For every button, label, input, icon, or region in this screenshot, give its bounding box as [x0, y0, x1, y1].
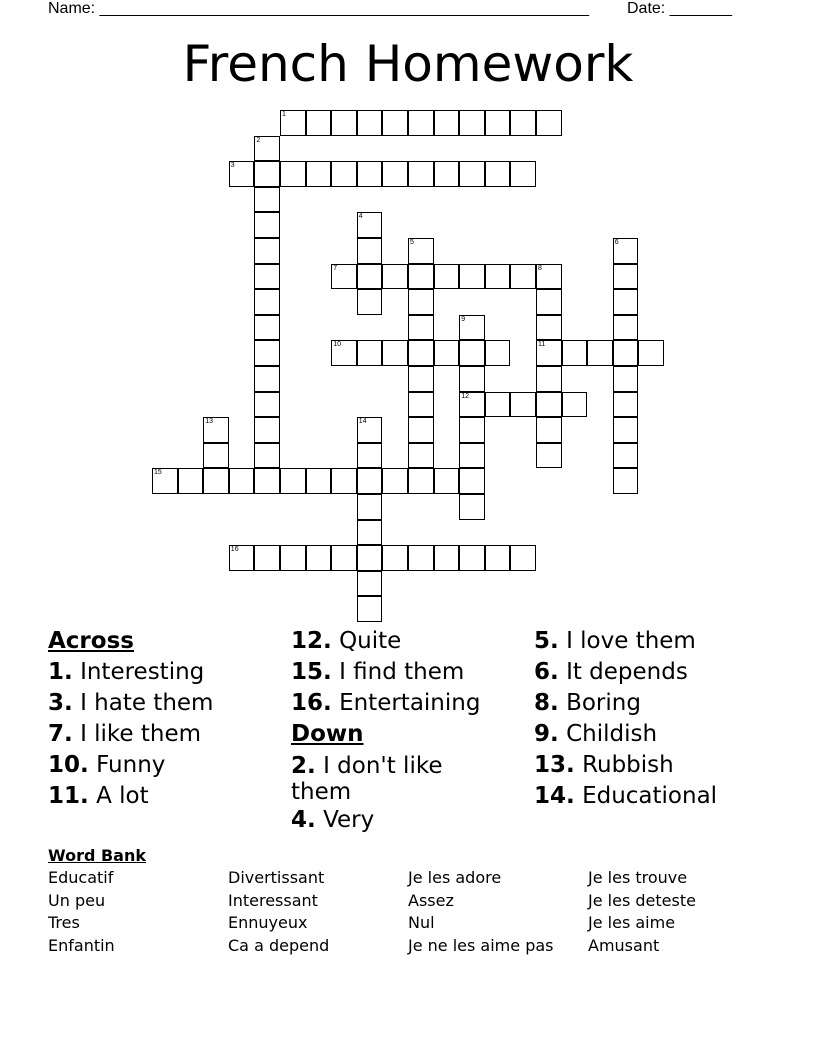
crossword-cell[interactable]	[357, 468, 383, 494]
crossword-cell[interactable]	[485, 545, 511, 571]
cell-number: 14	[358, 418, 367, 426]
crossword-cell[interactable]	[357, 264, 383, 290]
clue-number: 15.	[291, 659, 332, 685]
crossword-cell[interactable]	[434, 161, 460, 187]
clue-text: A lot	[96, 783, 149, 809]
cell-number: 13	[205, 418, 213, 426]
word-bank-item: Ca a depend	[228, 935, 330, 955]
clue-text: It depends	[566, 659, 688, 685]
word-bank-item: Je ne les aime pas	[408, 935, 554, 955]
clue-text: Educational	[582, 783, 718, 809]
crossword-cell[interactable]	[485, 110, 511, 136]
crossword-cell[interactable]	[536, 366, 562, 392]
crossword-cell[interactable]	[357, 545, 383, 571]
word-bank-title: Word Bank	[48, 846, 147, 865]
clue-item	[291, 626, 491, 657]
crossword-cell[interactable]	[382, 110, 408, 136]
crossword-cell[interactable]	[254, 366, 280, 392]
crossword-cell[interactable]	[280, 545, 306, 571]
clue-text: I hate them	[80, 690, 214, 716]
crossword-cell[interactable]	[280, 110, 306, 136]
cell-number: 1	[282, 111, 286, 118]
crossword-cell[interactable]	[434, 110, 460, 136]
crossword-cell[interactable]	[536, 289, 562, 315]
crossword-cell[interactable]	[280, 161, 306, 187]
clue-number: 14.	[534, 783, 575, 809]
clue-item	[534, 750, 774, 781]
clue-item	[291, 688, 491, 719]
crossword-cell[interactable]	[536, 264, 562, 290]
cell-number: 3	[230, 162, 235, 170]
crossword-cell[interactable]	[254, 545, 280, 571]
cell-number: 10	[333, 341, 341, 349]
crossword-cell[interactable]	[382, 264, 408, 290]
crossword-cell[interactable]	[306, 110, 332, 136]
crossword-cell[interactable]	[485, 340, 511, 366]
crossword-cell[interactable]	[459, 264, 485, 290]
crossword-cell[interactable]	[536, 417, 562, 443]
crossword-cell[interactable]	[434, 264, 460, 290]
crossword-cell[interactable]	[434, 340, 460, 366]
clue-text: Rubbish	[582, 752, 674, 778]
crossword-cell[interactable]	[357, 443, 383, 469]
crossword-cell[interactable]	[331, 110, 357, 136]
crossword-cell[interactable]	[254, 289, 280, 315]
crossword-cell[interactable]	[408, 417, 434, 443]
crossword-cell[interactable]	[408, 289, 434, 315]
crossword-cell[interactable]	[536, 443, 562, 469]
clue-text: I like them	[80, 721, 202, 747]
clue-item	[48, 750, 278, 781]
crossword-cell[interactable]	[510, 545, 536, 571]
clue-number: 10.	[48, 752, 89, 778]
clue-text: I find them	[339, 659, 465, 685]
crossword-cell[interactable]	[357, 417, 383, 443]
crossword-cell[interactable]	[459, 545, 485, 571]
clue-text: Boring	[566, 690, 641, 716]
word-bank-item: Tres	[48, 913, 80, 932]
crossword-cell[interactable]	[357, 494, 383, 520]
crossword-cell[interactable]	[203, 468, 229, 494]
cell-number: 5	[410, 239, 414, 246]
crossword-cell[interactable]	[254, 468, 280, 494]
clue-text: Interesting	[80, 659, 205, 685]
word-bank-column-1	[48, 867, 115, 957]
crossword-cell[interactable]	[613, 392, 639, 418]
crossword-cell[interactable]	[434, 468, 460, 494]
crossword-cell[interactable]	[613, 417, 639, 443]
clue-number: 8.	[534, 690, 559, 716]
crossword-cell[interactable]	[562, 392, 588, 418]
clues-column-3	[534, 626, 774, 812]
word-bank-item: Educatif	[48, 868, 114, 887]
clue-number: 4.	[291, 807, 316, 833]
word-bank-item: Je les trouve	[588, 868, 688, 887]
cell-number: 2	[256, 136, 261, 144]
crossword-cell[interactable]	[357, 571, 383, 597]
crossword-cell[interactable]	[536, 392, 562, 418]
crossword-cell[interactable]	[357, 161, 383, 187]
clue-item	[48, 657, 278, 688]
clue-text: I don't like them	[291, 753, 443, 805]
clue-item	[534, 657, 774, 688]
crossword-cell[interactable]	[613, 366, 639, 392]
crossword-cell[interactable]	[562, 340, 588, 366]
crossword-cell[interactable]	[536, 110, 562, 136]
crossword-cell[interactable]	[254, 417, 280, 443]
word-bank-item: Nul	[408, 913, 435, 932]
crossword-cell[interactable]	[485, 392, 511, 418]
cell-number: 9	[461, 315, 466, 323]
clue-item	[534, 719, 774, 750]
clue-item	[48, 719, 278, 750]
crossword-cell[interactable]	[408, 443, 434, 469]
clue-item	[534, 626, 774, 657]
crossword-cell[interactable]	[408, 161, 434, 187]
cell-number: 16	[230, 546, 239, 554]
crossword-cell[interactable]	[459, 443, 485, 469]
crossword-cell[interactable]	[357, 596, 383, 622]
clues-column-1	[48, 626, 278, 812]
crossword-cell[interactable]	[254, 264, 280, 290]
clue-text: I love them	[566, 628, 696, 654]
crossword-cell[interactable]	[587, 340, 613, 366]
word-bank-item: Je les adore	[408, 868, 502, 887]
crossword-cell[interactable]	[485, 161, 511, 187]
crossword-cell[interactable]	[178, 468, 204, 494]
page-title: French Homework	[182, 35, 634, 93]
crossword-cell[interactable]	[382, 340, 408, 366]
crossword-cell[interactable]	[485, 264, 511, 290]
crossword-cell[interactable]	[254, 136, 280, 162]
crossword-cell[interactable]	[459, 161, 485, 187]
crossword-cell[interactable]	[357, 520, 383, 546]
clue-text: Entertaining	[339, 690, 481, 716]
clue-number: 9.	[534, 721, 559, 747]
crossword-cell[interactable]	[357, 289, 383, 315]
header	[48, 0, 748, 20]
clue-text: Very	[323, 807, 375, 833]
cell-number: 12	[461, 392, 469, 400]
word-bank-column-2	[228, 867, 329, 957]
crossword-cell[interactable]	[459, 468, 485, 494]
clue-item	[534, 781, 774, 812]
crossword-cell[interactable]	[459, 315, 485, 341]
crossword-cell[interactable]	[382, 161, 408, 187]
crossword-cell[interactable]	[229, 161, 255, 187]
cell-number: 7	[333, 264, 338, 272]
date-field-label[interactable]: Date: _______	[627, 0, 732, 17]
crossword-cell[interactable]	[510, 161, 536, 187]
crossword-cell[interactable]	[357, 238, 383, 264]
crossword-cell[interactable]	[408, 264, 434, 290]
crossword-cell[interactable]	[434, 545, 460, 571]
clue-number: 16.	[291, 690, 332, 716]
crossword-cell[interactable]	[510, 264, 536, 290]
crossword-cell[interactable]	[382, 545, 408, 571]
word-bank-item: Assez	[408, 890, 454, 910]
cell-number: 11	[538, 341, 546, 349]
word-bank-item: Un peu	[48, 890, 106, 910]
crossword-cell[interactable]	[331, 340, 357, 366]
crossword-cell[interactable]	[229, 468, 255, 494]
crossword-cell[interactable]	[510, 392, 536, 418]
clue-number: 12.	[291, 628, 332, 654]
crossword-cell[interactable]	[408, 468, 434, 494]
crossword-cell[interactable]	[357, 212, 383, 238]
crossword-cell[interactable]	[459, 110, 485, 136]
clue-number: 11.	[48, 783, 89, 809]
crossword-cell[interactable]	[254, 161, 280, 187]
name-field-label[interactable]: Name: _______________________________________________________	[48, 0, 589, 17]
clues-column-2	[291, 626, 491, 836]
crossword-cell[interactable]	[459, 340, 485, 366]
clue-number: 1.	[48, 659, 73, 685]
crossword-cell[interactable]	[203, 417, 229, 443]
word-bank-item: Je les deteste	[588, 890, 696, 910]
crossword-cell[interactable]	[254, 340, 280, 366]
word-bank-column-4	[588, 867, 696, 957]
clue-item	[291, 750, 491, 805]
clue-item	[48, 781, 278, 812]
crossword-cell[interactable]	[254, 238, 280, 264]
crossword-cell[interactable]	[613, 264, 639, 290]
crossword-cell[interactable]	[203, 443, 229, 469]
crossword-cell[interactable]	[306, 545, 332, 571]
crossword-cell[interactable]	[331, 545, 357, 571]
crossword-cell[interactable]	[613, 340, 639, 366]
crossword-cell[interactable]	[229, 545, 255, 571]
crossword-cell[interactable]	[408, 366, 434, 392]
crossword-cell[interactable]	[536, 315, 562, 341]
crossword-cell[interactable]	[459, 392, 485, 418]
word-bank-item: Divertissant	[228, 868, 325, 887]
crossword-cell[interactable]	[408, 545, 434, 571]
crossword-cell[interactable]	[510, 110, 536, 136]
crossword-cell[interactable]	[613, 468, 639, 494]
clue-item	[291, 657, 491, 688]
word-bank-item: Interessant	[228, 890, 318, 910]
crossword-cell[interactable]	[408, 340, 434, 366]
crossword-cell[interactable]	[254, 392, 280, 418]
crossword-cell[interactable]	[536, 340, 562, 366]
crossword-cell[interactable]	[331, 264, 357, 290]
clue-number: 5.	[534, 628, 559, 654]
crossword-cell[interactable]	[613, 443, 639, 469]
crossword-cell[interactable]	[613, 289, 639, 315]
crossword-cell[interactable]	[408, 392, 434, 418]
crossword-cell[interactable]	[280, 468, 306, 494]
crossword-cell[interactable]	[306, 161, 332, 187]
cell-number: 15	[154, 469, 162, 477]
clue-text: Funny	[96, 752, 166, 778]
crossword-cell[interactable]	[357, 340, 383, 366]
word-bank-item: Ennuyeux	[228, 913, 308, 932]
crossword-cell[interactable]	[382, 468, 408, 494]
clue-text: Childish	[566, 721, 658, 747]
word-bank-item: Amusant	[588, 935, 660, 955]
crossword-cell[interactable]	[357, 110, 383, 136]
word-bank-item: Je les aime	[588, 913, 676, 932]
crossword-cell[interactable]	[331, 468, 357, 494]
crossword-cell[interactable]	[331, 161, 357, 187]
crossword-cell[interactable]	[459, 366, 485, 392]
crossword-cell[interactable]	[613, 238, 639, 264]
crossword-cell[interactable]	[152, 468, 178, 494]
down-heading: Down	[291, 721, 364, 747]
clue-text: Quite	[339, 628, 402, 654]
clue-item	[48, 688, 278, 719]
crossword-cell[interactable]	[408, 238, 434, 264]
crossword-cell[interactable]	[254, 187, 280, 213]
cell-number: 4	[358, 213, 363, 221]
crossword-cell[interactable]	[254, 212, 280, 238]
cell-number: 8	[538, 264, 542, 272]
clue-item	[291, 805, 491, 836]
crossword-cell[interactable]	[408, 315, 434, 341]
across-heading: Across	[48, 628, 134, 654]
word-bank-column-3	[408, 867, 554, 957]
clue-number: 3.	[48, 690, 73, 716]
crossword-cell[interactable]	[459, 494, 485, 520]
clue-item	[534, 688, 774, 719]
clue-number: 7.	[48, 721, 73, 747]
clue-number: 13.	[534, 752, 575, 778]
crossword-cell[interactable]	[638, 340, 664, 366]
crossword-cell[interactable]	[254, 315, 280, 341]
crossword-cell[interactable]	[613, 315, 639, 341]
crossword-cell[interactable]	[408, 110, 434, 136]
cell-number: 6	[614, 239, 619, 246]
crossword-cell[interactable]	[254, 443, 280, 469]
clue-number: 2.	[291, 753, 316, 779]
word-bank-item: Enfantin	[48, 935, 115, 955]
crossword-cell[interactable]	[306, 468, 332, 494]
crossword-cell[interactable]	[459, 417, 485, 443]
clue-number: 6.	[534, 659, 559, 685]
